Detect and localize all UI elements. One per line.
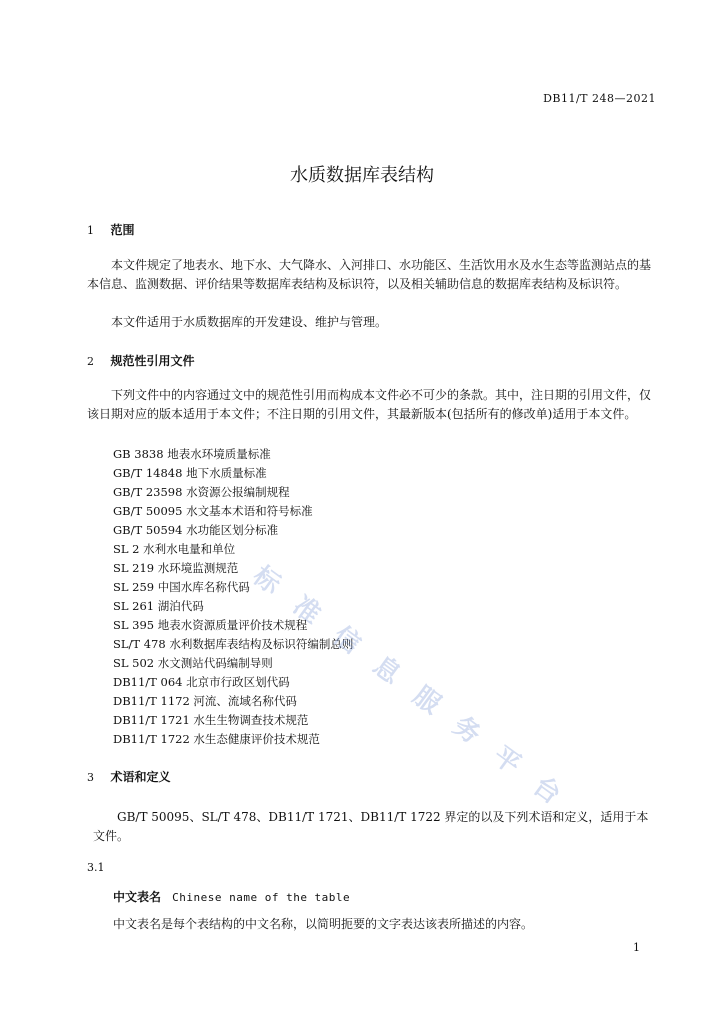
watermark-char: 平: [487, 740, 526, 781]
term-number: 3.1: [87, 861, 105, 874]
reference-item: GB/T 50594 水功能区划分标准: [113, 523, 279, 537]
reference-item: GB/T 14848 地下水质量标准: [113, 466, 267, 480]
reference-item: GB 3838 地表水环境质量标准: [113, 447, 271, 461]
reference-item: DB11/T 1722 水生态健康评价技术规范: [113, 732, 320, 746]
reference-item: SL 259 中国水库名称代码: [113, 580, 250, 594]
terms-intro: GB/T 50095、SL/T 478、DB11/T 1721、DB11/T 1722 界定的以及下列术语和定义，适用于本文件。: [93, 810, 649, 843]
section-heading-normative: [87, 352, 195, 369]
section-title: 术语和定义: [110, 770, 171, 784]
term-definition: 中文表名是每个表结构的中文名称，以简明扼要的文字表达该表所描述的内容。: [113, 917, 534, 931]
section-number: 3: [87, 771, 94, 784]
reference-item: SL 219 水环境监测规范: [113, 561, 239, 575]
term-heading: [113, 886, 350, 905]
reference-item: DB11/T 064 北京市行政区划代码: [113, 675, 290, 689]
watermark-char: 服: [407, 680, 446, 721]
term-title-cn: 中文表名: [113, 890, 162, 904]
section-heading-terms: [87, 768, 171, 785]
normative-intro: 下列文件中的内容通过文中的规范性引用而构成本文件必不可少的条款。其中，注日期的引用文件，仅该日期对应的版本适用于本文件；不注日期的引用文件，其最新版本(包括所有的修改单)适用于本文件。: [87, 388, 652, 421]
reference-item: SL 261 湖泊代码: [113, 599, 204, 613]
watermark-char: 准: [287, 590, 326, 631]
reference-item: GB/T 50095 水文基本术语和符号标准: [113, 504, 313, 518]
page-number: 1: [633, 941, 640, 954]
section-number: 2: [87, 355, 94, 368]
page-title: 水质数据库表结构: [290, 165, 434, 186]
watermark-char: 标: [247, 560, 286, 601]
term-title-en: Chinese name of the table: [172, 891, 351, 904]
scope-paragraph: 本文件规定了地表水、地下水、大气降水、入河排口、水功能区、生活饮用水及水生态等监测站点的基本信息、监测数据、评价结果等数据库表结构及标识符，以及相关辅助信息的数据库表结构及标识符。: [87, 258, 652, 291]
watermark-char: 息: [367, 650, 406, 691]
reference-item: DB11/T 1172 河流、流域名称代码: [113, 694, 297, 708]
section-number: 1: [87, 224, 94, 237]
section-heading-scope: [87, 221, 135, 238]
watermark: [247, 560, 635, 820]
watermark-char: 务: [447, 710, 486, 751]
standard-code: DB11/T 248—2021: [543, 92, 656, 105]
reference-item: SL 502 水文测站代码编制导则: [113, 656, 273, 670]
scope-applicability: 本文件适用于水质数据库的开发建设、维护与管理。: [111, 315, 388, 329]
reference-item: DB11/T 1721 水生生物调查技术规范: [113, 713, 309, 727]
reference-item: SL 395 地表水资源质量评价技术规程: [113, 618, 308, 632]
section-title: 范围: [110, 223, 135, 237]
section-title: 规范性引用文件: [110, 354, 195, 368]
reference-item: GB/T 23598 水资源公报编制规程: [113, 485, 290, 499]
reference-item: SL/T 478 水利数据库表结构及标识符编制总则: [113, 637, 354, 651]
reference-item: SL 2 水利水电量和单位: [113, 542, 236, 556]
watermark-char: 信: [327, 620, 366, 661]
watermark-char: 台: [527, 770, 566, 811]
